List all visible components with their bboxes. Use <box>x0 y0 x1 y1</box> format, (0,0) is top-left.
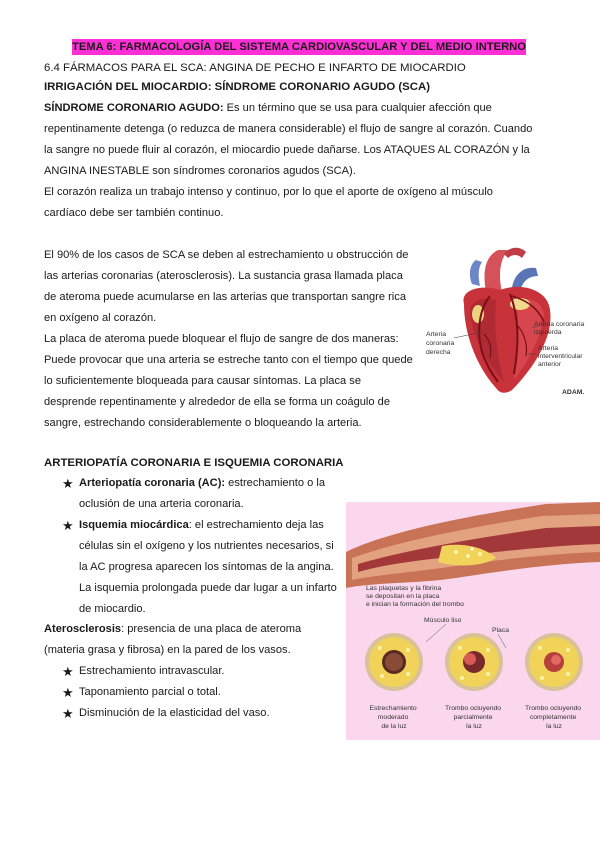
page-subtitle: 6.4 FÁRMACOS PARA EL SCA: ANGINA DE PECHO E INFARTO DE MIOCARDIO <box>44 62 466 74</box>
aterosclerosis-bullet-list <box>62 661 332 724</box>
heart-coronary-figure <box>424 244 596 402</box>
definition-paragraph <box>44 98 534 182</box>
adam-watermark: ADAM. <box>562 389 585 396</box>
caption-partial: Trombo ocluyendo parcialmente la luz <box>445 705 502 730</box>
caption-complete: Trombo ocluyendo completamente la luz <box>525 705 582 730</box>
section-heading-irrigacion: IRRIGACIÓN DEL MIOCARDIO: SÍNDROME CORONARIO AGUDO (SCA) <box>44 81 431 93</box>
arteriopatia-bullet-list <box>62 473 338 620</box>
cross-section-partial <box>445 633 503 691</box>
atherosclerosis-figure <box>346 502 600 740</box>
star-icon: ★ <box>62 476 74 491</box>
section-heading-arteriopatia: ARTERIOPATÍA CORONARIA E ISQUEMIA CORONARIA <box>44 457 344 469</box>
label-smooth-muscle: Músculo liso <box>424 617 462 624</box>
definition-term: SÍNDROME CORONARIO AGUDO: <box>44 102 224 114</box>
definition-text: Es un término que se usa para cualquier afección que repentinamente detenga (o reduzca de manera considerable) el flujo de sangre al corazón. Cuando la sangre no puede fluir al corazón, el miocardio puede dañarse. Los ATAQUES AL CORAZÓN y la ANGINA INESTABLE son síndromes coronarios agudos (SCA). <box>44 102 533 177</box>
label-plaque: Placa <box>492 627 510 634</box>
page-title: TEMA 6: FARMACOLOGÍA DEL SISTEMA CARDIOVASCULAR Y DEL MEDIO INTERNO <box>72 41 526 53</box>
label-left-coronary: Arteria coronaria izquierda <box>534 321 585 336</box>
list-item: ★ Isquemia miocárdica: el estrechamiento deja las células sin el oxígeno y los nutrientes necesarios, si la AC progresa aparecen los síntomas de la angina. La isquemia prolongada puede dar lugar a un infarto de miocardio. <box>62 515 338 620</box>
list-item: ★ Disminución de la elasticidad del vaso. <box>62 703 332 724</box>
paragraph-sca-causes: El 90% de los casos de SCA se deben al estrechamiento u obstrucción de las arterias coronarias (aterosclerosis). La sustancia grasa llamada placa de ateroma puede acumularse en las arterias que transportan sangre rica en oxígeno al corazón. <box>44 249 409 324</box>
caption-platelets: Las plaquetas y la fibrina se depositan en la placa e inician la formación del trombo <box>366 585 464 608</box>
list-item: ★ Arteriopatía coronaria (AC): estrechamiento o la oclusión de una arteria coronaria. <box>62 473 338 515</box>
aterosclerosis-paragraph: Aterosclerosis: presencia de una placa de ateroma (materia grasa y fibrosa) en la pared de los vasos. <box>44 623 302 656</box>
cross-section-moderate <box>365 633 423 691</box>
label-anterior-interventricular: Arteria interventricular anterior <box>538 345 583 368</box>
list-item: ★ Taponamiento parcial o total. <box>62 682 332 703</box>
aterosclerosis-term: Aterosclerosis <box>44 623 122 635</box>
star-icon: ★ <box>62 685 74 700</box>
star-icon: ★ <box>62 518 74 533</box>
paragraph-oxygen: El corazón realiza un trabajo intenso y continuo, por lo que el aporte de oxígeno al músculo cardíaco debe ser también continuo. <box>44 186 493 219</box>
star-icon: ★ <box>62 664 74 679</box>
star-icon: ★ <box>62 706 74 721</box>
caption-moderate: Estrechamiento moderado de la luz <box>369 705 417 730</box>
list-item: ★ Estrechamiento intravascular. <box>62 661 332 682</box>
cross-section-complete <box>525 633 583 691</box>
paragraph-plaque-blocking: La placa de ateroma puede bloquear el flujo de sangre de dos maneras: Puede provocar que una arteria se estreche tanto con el tiempo que quede lo suficientemente bloqueada para causar síntomas. La placa se desprende repentinamente y alrededor de ella se forma un coágulo de sangre, estrechando considerablemente o bloqueando la arteria. <box>44 333 413 429</box>
label-right-coronary: Arteria coronaria derecha <box>426 331 455 356</box>
